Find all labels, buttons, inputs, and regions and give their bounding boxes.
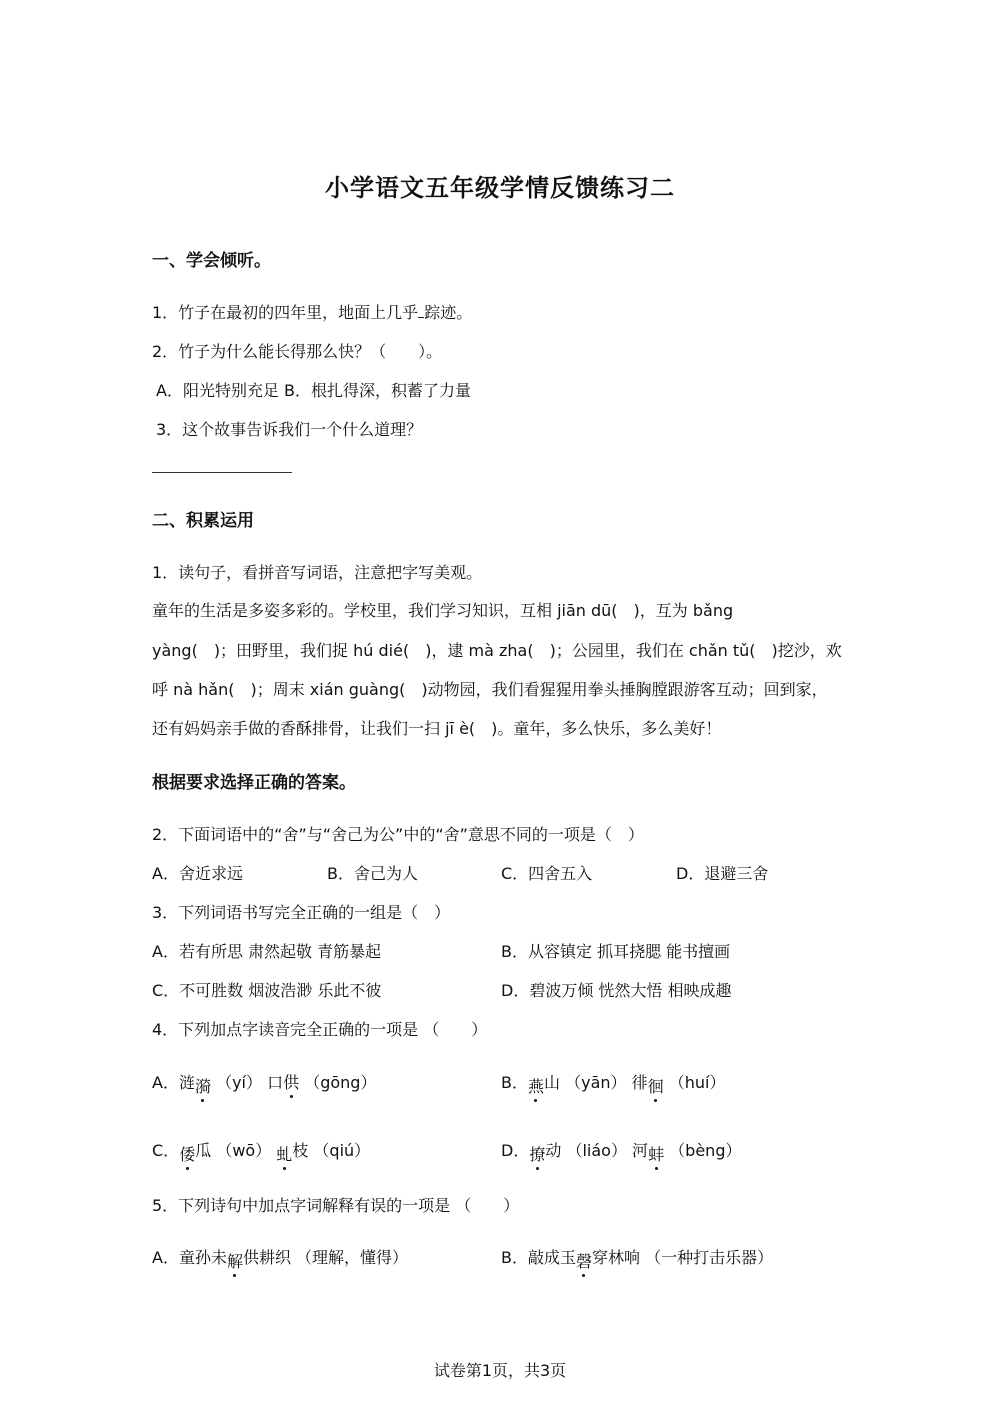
q3-option-b: B．从容镇定 抓耳挠腮 能书擅画 bbox=[501, 942, 731, 961]
q2-option-d: D．退避三舍 bbox=[676, 864, 769, 883]
q5-option-a bbox=[152, 1245, 409, 1271]
q4-option-a bbox=[152, 1070, 377, 1096]
passage-line-1: 童年的生活是多姿多彩的。学校里，我们学习知识，互相 jiān dū( )，互为 bǎng bbox=[152, 601, 734, 620]
q4b-word2-char2: 徊 bbox=[647, 1077, 664, 1096]
q4a-pinyin2: （gōng） bbox=[304, 1073, 377, 1092]
s2-question-1: 1．读句子，看拼音写词语，注意把字写美观。 bbox=[152, 563, 483, 582]
q5a-before: A．童孙未 bbox=[152, 1248, 227, 1267]
q4d-word1-char1: 撩 bbox=[529, 1145, 546, 1164]
q4b-pinyin2: （huí） bbox=[668, 1073, 726, 1092]
q4-option-b bbox=[501, 1070, 726, 1096]
s1-question-3: 3．这个故事告诉我们一个什么道理？ bbox=[156, 420, 423, 439]
q4d-pinyin2: （bèng） bbox=[669, 1141, 742, 1160]
q4c-word1-char2: 瓜 bbox=[195, 1141, 212, 1160]
q4-option-c bbox=[152, 1138, 371, 1164]
s2-question-4: 4．下列加点字读音完全正确的一项是 （ ） bbox=[152, 1020, 488, 1039]
q4b-word1-char2: 山 bbox=[544, 1073, 561, 1092]
q4d-word1-char2: 动 bbox=[545, 1141, 562, 1160]
q4-option-d bbox=[501, 1138, 742, 1164]
q5b-after: 穿林响 （一种打击乐器） bbox=[592, 1248, 774, 1267]
s2-question-3: 3．下列词语书写完全正确的一组是（ ） bbox=[152, 903, 451, 922]
q4a-word1-char1: 涟 bbox=[178, 1073, 195, 1092]
q5b-before: B．敲成玉 bbox=[501, 1248, 576, 1267]
q3-option-d: D．碧波万倾 恍然大悟 相映成趣 bbox=[501, 981, 732, 1000]
s1-q1-after: 踪迹。 bbox=[424, 303, 473, 322]
choice-subheading: 根据要求选择正确的答案。 bbox=[152, 773, 356, 793]
q4c-label: C． bbox=[152, 1141, 180, 1160]
q2-option-c: C．四舍五入 bbox=[501, 864, 593, 883]
q4b-word1-char1: 燕 bbox=[527, 1077, 544, 1096]
page-title: 小学语文五年级学情反馈练习二 bbox=[325, 174, 675, 202]
section2-heading: 二、积累运用 bbox=[152, 511, 254, 531]
q4d-label: D． bbox=[501, 1141, 530, 1160]
q4b-label: B． bbox=[501, 1073, 528, 1092]
q4a-word2-char1: 口 bbox=[267, 1073, 284, 1092]
q4c-word2-char1: 虬 bbox=[276, 1145, 293, 1164]
q2-option-a: A．舍近求远 bbox=[152, 864, 243, 883]
q4c-word1-char1: 倭 bbox=[179, 1145, 196, 1164]
q4a-label: A． bbox=[152, 1073, 179, 1092]
q3-option-c: C．不可胜数 烟波浩渺 乐此不彼 bbox=[152, 981, 382, 1000]
q4d-pinyin1: （liáo） bbox=[566, 1141, 627, 1160]
s1-q1-before: 1．竹子在最初的四年里，地面上几乎 bbox=[152, 303, 419, 322]
q5a-dotted-char: 解 bbox=[226, 1252, 243, 1271]
q4c-pinyin2: （qiú） bbox=[313, 1141, 371, 1160]
s1-q3-answer-line bbox=[152, 472, 292, 473]
q5b-dotted-char: 磬 bbox=[575, 1252, 592, 1271]
q5-option-b bbox=[501, 1245, 774, 1271]
s1-question-2: 2．竹子为什么能长得那么快？（ ）。 bbox=[152, 342, 443, 361]
q4b-word2-char1: 徘 bbox=[631, 1073, 648, 1092]
q4a-pinyin1: （yí） bbox=[216, 1073, 262, 1092]
q4b-pinyin1: （yān） bbox=[565, 1073, 627, 1092]
q4d-word2-char2: 蚌 bbox=[648, 1145, 665, 1164]
q3-option-a: A．若有所思 肃然起敬 青筋暴起 bbox=[152, 942, 382, 961]
page-footer: 试卷第1页，共3页 bbox=[433, 1361, 567, 1380]
s2-question-5: 5．下列诗句中加点字词解释有误的一项是 （ ） bbox=[152, 1196, 520, 1215]
q4d-word2-char1: 河 bbox=[632, 1141, 649, 1160]
section1-heading: 一、学会倾听。 bbox=[152, 251, 271, 271]
q4c-pinyin1: （wō） bbox=[216, 1141, 272, 1160]
s1-question-1 bbox=[152, 300, 472, 323]
passage-line-4: 还有妈妈亲手做的香酥排骨，让我们一扫 jī è( )。童年，多么快乐，多么美好！ bbox=[152, 719, 722, 738]
q4a-word2-char2: 供 bbox=[283, 1073, 300, 1092]
q5a-after: 供耕织 （理解，懂得） bbox=[242, 1248, 409, 1267]
s2-question-2: 2．下面词语中的“舍”与“舍己为公”中的“舍”意思不同的一项是（ ） bbox=[152, 825, 644, 844]
q4c-word2-char2: 枝 bbox=[292, 1141, 309, 1160]
passage-line-2: yàng( )；田野里，我们捉 hú dié( )，逮 mà zha( )；公园里，我们在 chǎn tǔ( )挖沙，欢 bbox=[152, 641, 842, 660]
passage-line-3: 呼 nà hǎn( )；周末 xián guàng( )动物园，我们看猩猩用拳头捶胸膛跟游客互动；回到家， bbox=[152, 680, 828, 699]
q4a-word1-char2: 漪 bbox=[194, 1077, 211, 1096]
q2-option-b: B．舍己为人 bbox=[327, 864, 418, 883]
s1-q2-options: A．阳光特别充足 B．根扎得深，积蓄了力量 bbox=[156, 381, 472, 400]
